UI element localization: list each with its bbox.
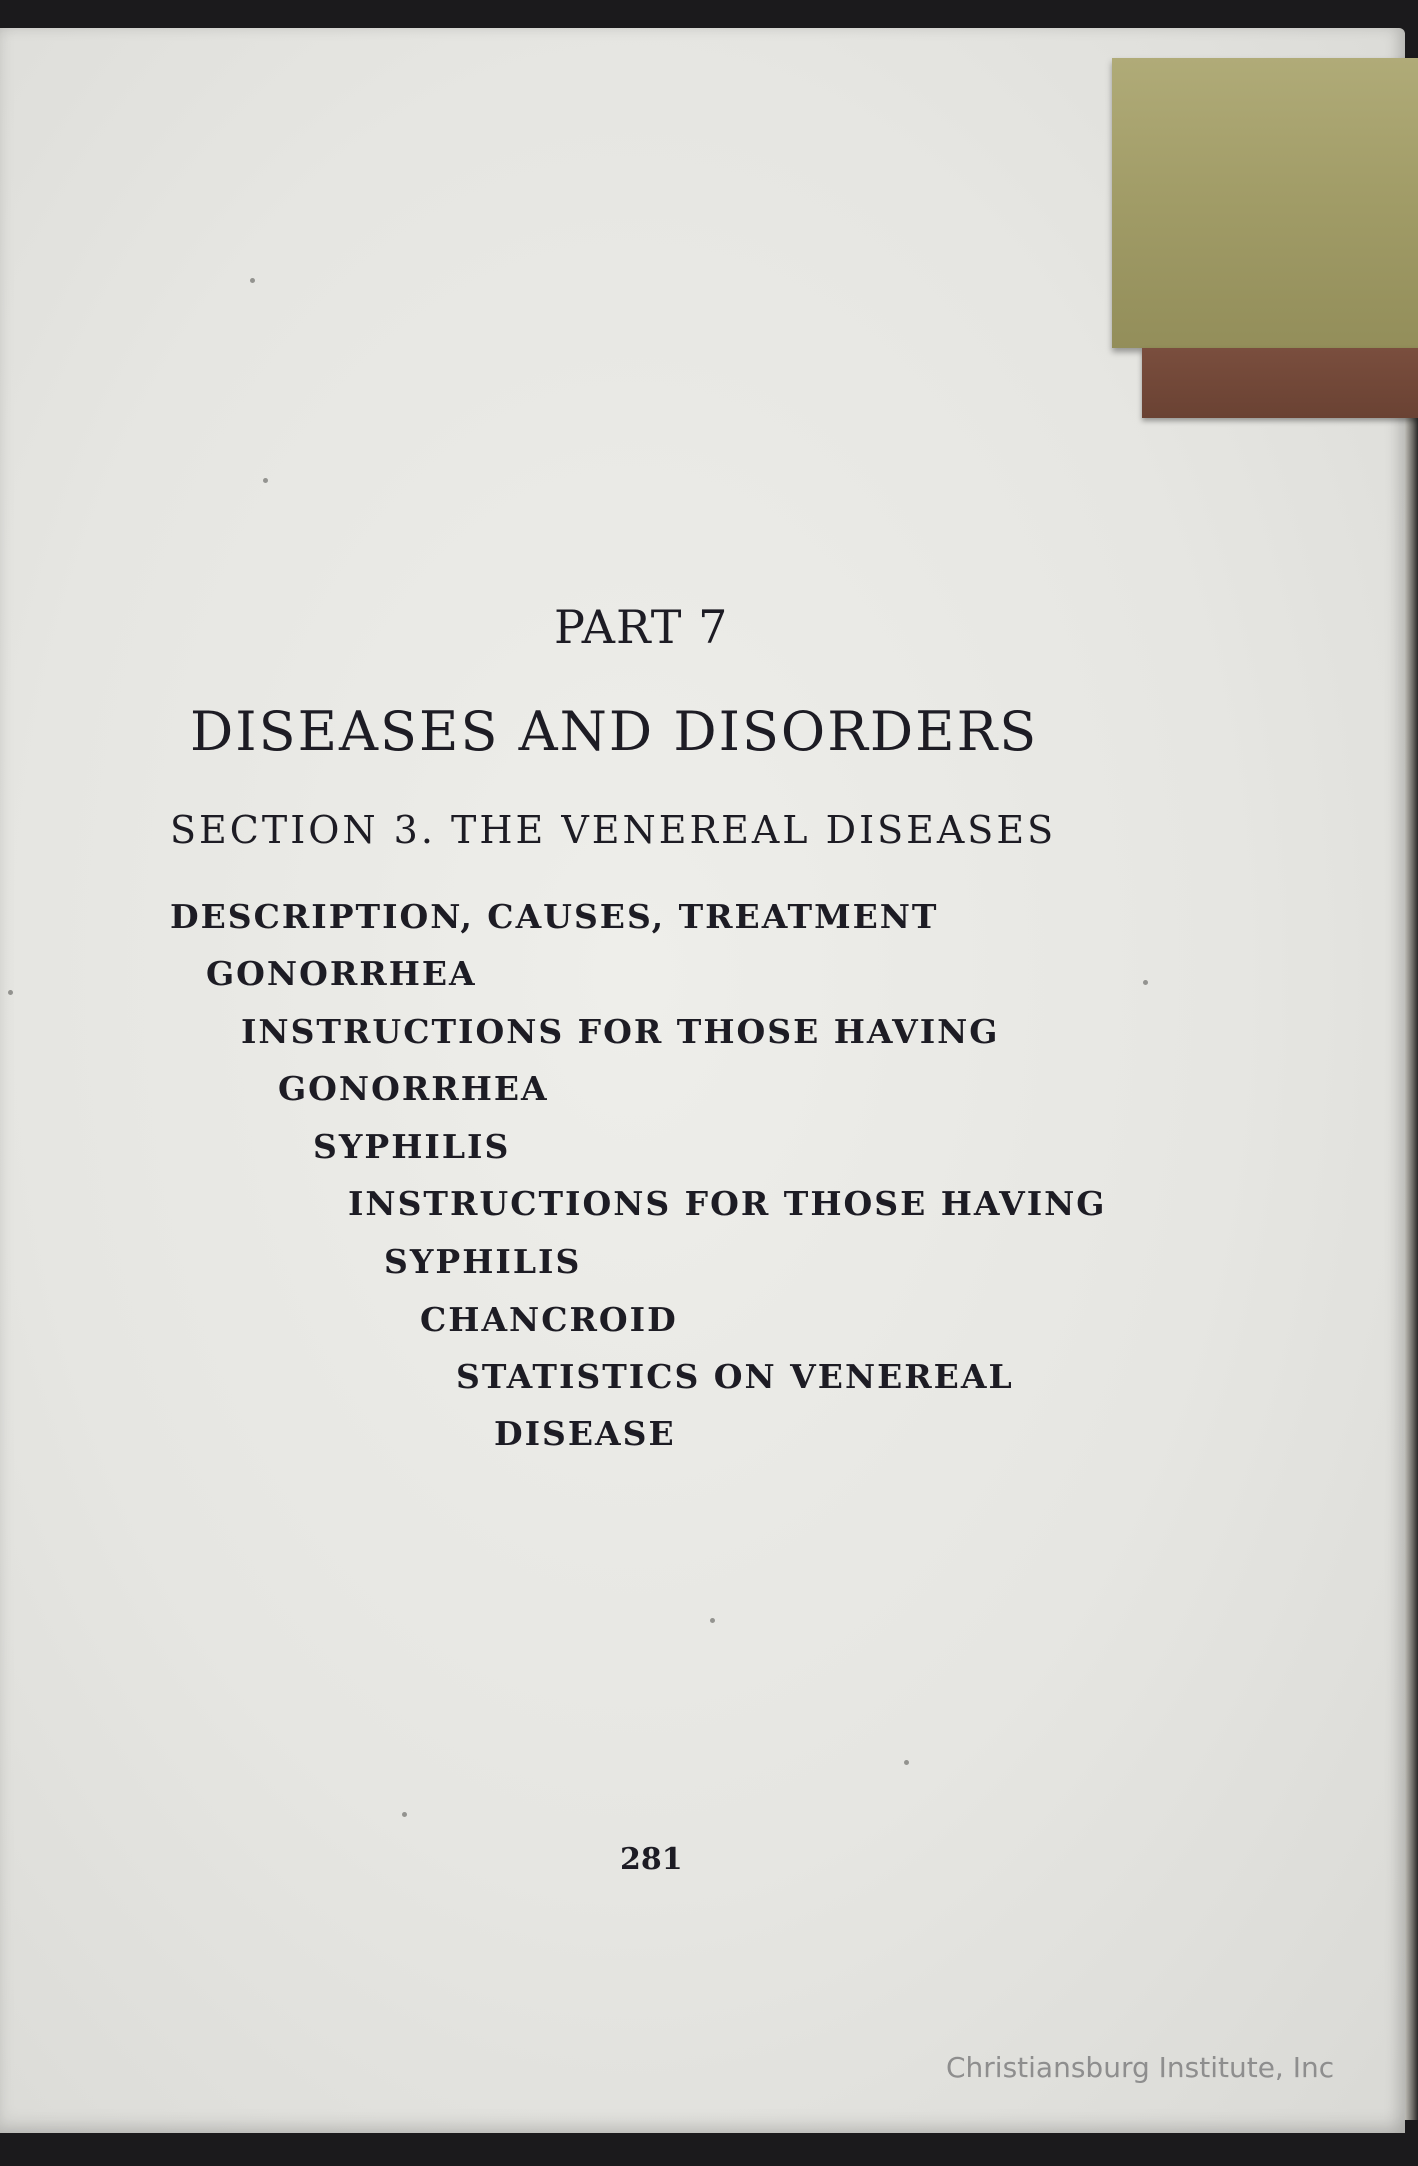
contents-entry-statistics-cont: DISEASE: [494, 1414, 676, 1453]
bookmark-fold: [1142, 348, 1418, 418]
page-number: 281: [620, 1842, 683, 1877]
watermark: Christiansburg Institute, Inc: [946, 2051, 1335, 2084]
contents-entry-instructions-syphilis-cont: SYPHILIS: [384, 1242, 582, 1281]
contents-entry-instructions-gonorrhea-cont: GONORRHEA: [278, 1069, 549, 1108]
paper-speck: [710, 1618, 715, 1623]
paper-speck: [1143, 980, 1148, 985]
paper-speck: [250, 278, 255, 283]
contents-entry-instructions-syphilis: INSTRUCTIONS FOR THOSE HAVING: [348, 1184, 1107, 1223]
paper-speck: [8, 990, 13, 995]
contents-entry-syphilis: SYPHILIS: [313, 1127, 511, 1166]
part-heading: PART 7: [554, 600, 729, 654]
contents-entry-chancroid: CHANCROID: [420, 1300, 678, 1339]
contents-entry-description: DESCRIPTION, CAUSES, TREATMENT: [170, 897, 939, 936]
contents-entry-statistics: STATISTICS ON VENEREAL: [456, 1357, 1014, 1396]
paper-speck: [904, 1760, 909, 1765]
contents-entry-instructions-gonorrhea: INSTRUCTIONS FOR THOSE HAVING: [241, 1012, 1000, 1051]
bookmark-ribbon: [1112, 58, 1418, 348]
page-edge: [1405, 400, 1418, 2120]
section-heading: SECTION 3. THE VENEREAL DISEASES: [170, 808, 1057, 852]
paper-speck: [402, 1812, 407, 1817]
paper-speck: [263, 478, 268, 483]
chapter-title: DISEASES AND DISORDERS: [190, 700, 1039, 763]
contents-entry-gonorrhea: GONORRHEA: [206, 954, 477, 993]
